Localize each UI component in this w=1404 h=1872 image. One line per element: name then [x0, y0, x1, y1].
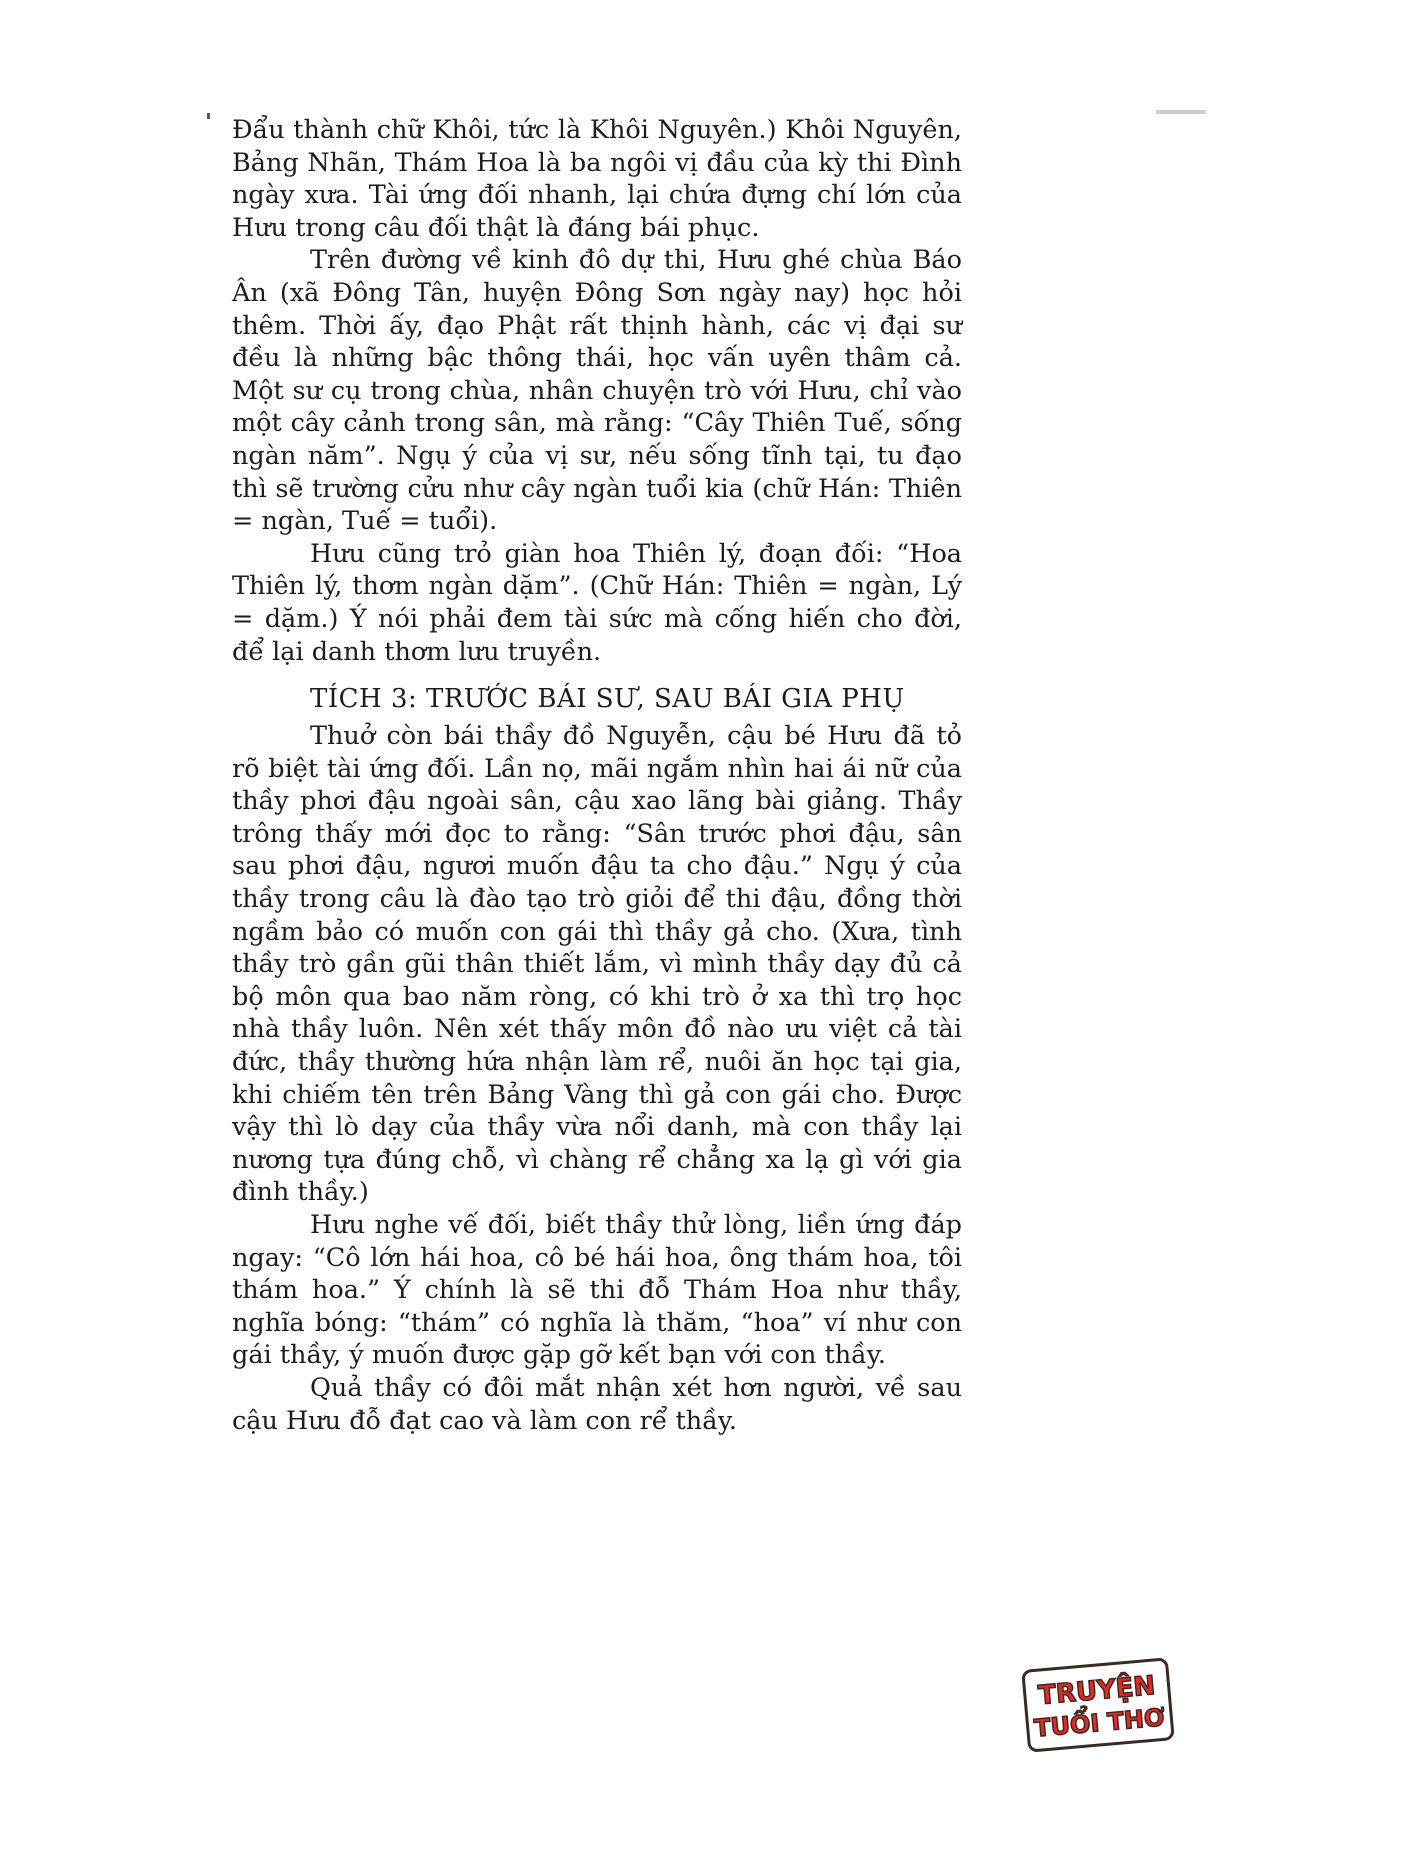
page-text [232, 114, 962, 1437]
scan-mark [207, 113, 210, 119]
paragraph-5: Hưu nghe vế đối, biết thầy thử lòng, liền ứng đáp ngay: “Cô lớn hái hoa, cô bé hái hoa, ông thám hoa, tôi thám hoa.” Ý chính là sẽ thi đỗ Thám Hoa như thầy, nghĩa bóng: “thám” có nghĩa là thăm, “hoa” ví như con gái thầy, ý muốn được gặp gỡ kết bạn với con thầy. [232, 1210, 962, 1371]
scan-edge [1156, 110, 1206, 114]
logo-line-1: TRUYỆN [1037, 1671, 1157, 1712]
paragraph-4: Thuở còn bái thầy đồ Nguyễn, cậu bé Hưu đã tỏ rõ biệt tài ứng đối. Lần nọ, mãi ngắm nhìn hai ái nữ của thầy phơi đậu ngoài sân, cậu xao lãng bài giảng. Thầy trông thấy mới đọc to rằng: “Sân trước phơi đậu, sân sau phơi đậu, ngươi muốn đậu ta cho đậu.” Ngụ ý của thầy trong câu là đào tạo trò giỏi để thi đậu, đồng thời ngầm bảo có muốn con gái thì thầy gả cho. (Xưa, tình thầy trò gần gũi thân thiết lắm, vì mình thầy dạy đủ cả bộ môn qua bao năm ròng, có khi trò ở xa thì trọ học nhà thầy luôn. Nên xét thấy môn đồ nào ưu việt cả tài đức, thầy thường hứa nhận làm rể, nuôi ăn học tại gia, khi chiếm tên trên Bảng Vàng thì gả con gái cho. Được vậy thì lò dạy của thầy vừa nổi danh, mà con thầy lại nương tựa đúng chỗ, vì chàng rể chẳng xa lạ gì với gia đình thầy.) [232, 721, 962, 1208]
logo-line-2: TUỔI THƠ [1033, 1703, 1167, 1743]
paragraph-6: Quả thầy có đôi mắt nhận xét hơn người, về sau cậu Hưu đỗ đạt cao và làm con rể thầy. [232, 1372, 962, 1436]
paragraph-1: Đẩu thành chữ Khôi, tức là Khôi Nguyên.) Khôi Nguyên, Bảng Nhãn, Thám Hoa là ba ngôi vị đầu của kỳ thi Đình ngày xưa. Tài ứng đối nhanh, lại chứa đựng chí lớn của Hưu trong câu đối thật là đáng bái phục. [232, 115, 962, 243]
truyen-tuoi-tho-logo [1018, 1655, 1178, 1755]
paragraph-2: Trên đường về kinh đô dự thi, Hưu ghé chùa Báo Ân (xã Đông Tân, huyện Đông Sơn ngày nay) học hỏi thêm. Thời ấy, đạo Phật rất thịnh hành, các vị đại sư đều là những bậc thông thái, học vấn uyên thâm cả. Một sư cụ trong chùa, nhân chuyện trò với Hưu, chỉ vào một cây cảnh trong sân, mà rằng: “Cây Thiên Tuế, sống ngàn năm”. Ngụ ý của vị sư, nếu sống tĩnh tại, tu đạo thì sẽ trường cửu như cây ngàn tuổi kia (chữ Hán: Thiên = ngàn, Tuế = tuổi). [232, 245, 962, 537]
section-heading: TÍCH 3: TRƯỚC BÁI SƯ, SAU BÁI GIA PHỤ [310, 684, 905, 715]
paragraph-3: Hưu cũng trỏ giàn hoa Thiên lý, đoạn đối: “Hoa Thiên lý, thơm ngàn dặm”. (Chữ Hán: Thiên = ngàn, Lý = dặm.) Ý nói phải đem tài sức mà cống hiến cho đời, để lại danh thơm lưu truyền. [232, 538, 962, 667]
